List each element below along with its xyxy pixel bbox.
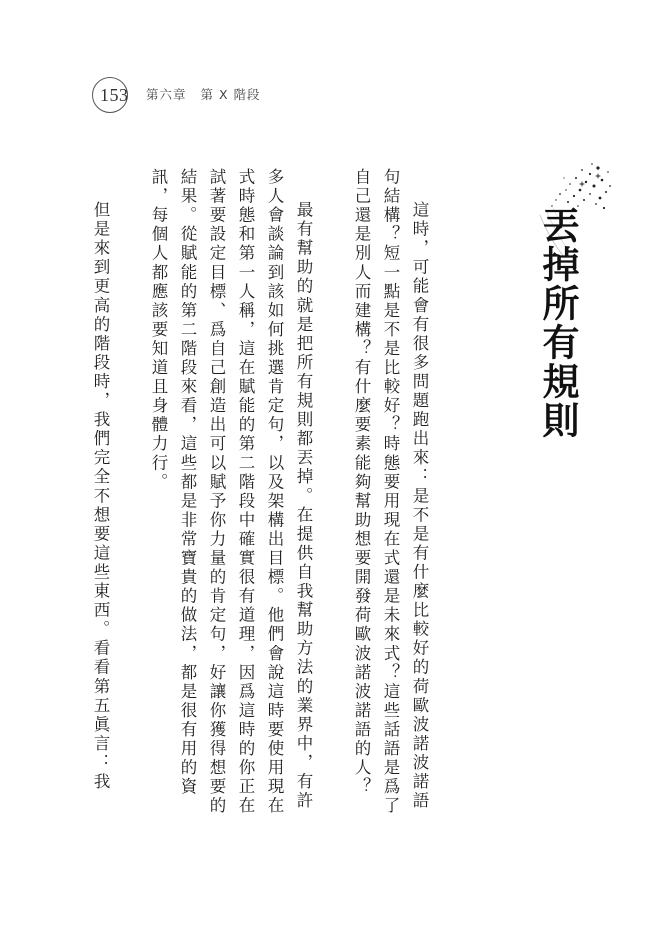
paragraph-2: 最有幫助的就是把所有規則都丟掉。在提供自我幫助方法的業界中，有許多人會談論到該如何挑選肯定句，以及架構出目標。他們會說這時要使用現在式時態和第一人稱，這在賦能的第二階段中確實很有道理，因爲這時的你正在試著要設定目標、爲自己創造出可以賦予你力量的肯定句，好讓你獲得想要的結果。從賦能的第二階段來看，這些都是非常寶貴的做法，都是很有用的資訊，每個人都應該要知道且身體力行。 [149, 168, 313, 816]
page-number: 153 [100, 85, 129, 105]
running-header [146, 88, 261, 102]
section-title: 丟掉所有規則 [536, 206, 580, 440]
chapter-label: 第六章 [146, 87, 187, 102]
section-label: 第 X 階段 [200, 87, 261, 102]
paragraph-3: 但是來到更高的階段時，我們完全不想要這些東西。看看第五眞言：我 [91, 201, 110, 792]
paragraph-1: 這時，可能會有很多問題跑出來：是不是有什麼比較好的荷歐波諾波諾語句結構？短一點是不是比較好？時態要用現在式還是未來式？這些話語是爲了自己還是別人而建構？有什麼要素能夠幫助想要開發荷歐波諾波諾語的人？ [352, 168, 429, 816]
body-text [91, 168, 434, 818]
